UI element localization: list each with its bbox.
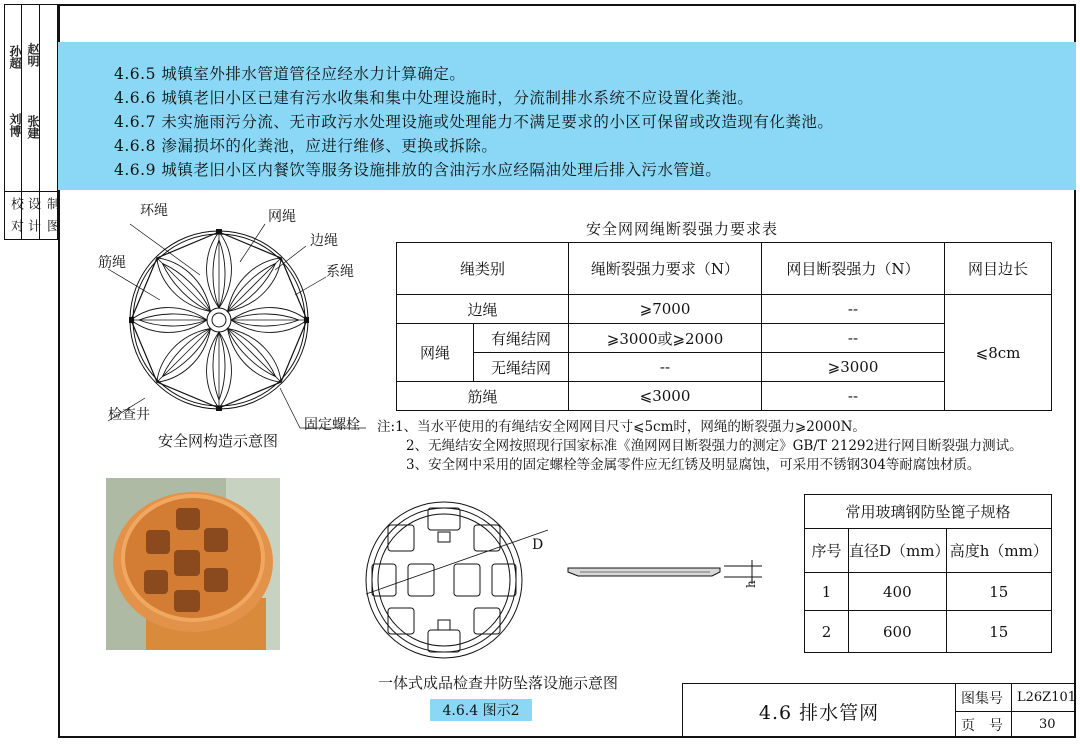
- page-label: 页 号: [961, 718, 1003, 734]
- strip-label-draw2: 图: [44, 219, 59, 232]
- spec-header-diameter: 直径D（mm）: [849, 529, 947, 573]
- header-rope-type: 绳类别: [397, 243, 569, 295]
- signature: 赵明: [26, 43, 40, 67]
- cell-edge-req: ⩾7000: [569, 295, 762, 324]
- requirement-line: 4.6.8 渗漏损坏的化粪池，应进行维修、更换或拆除。: [114, 137, 498, 155]
- spec-table: [804, 494, 1052, 653]
- figure-tag: 4.6.4 图示2: [430, 699, 532, 721]
- note-item: 3、安全网中采用的固定螺栓等金属零件应无红锈及明显腐蚀，可采用不锈钢304等耐腐蚀材质。: [406, 457, 981, 473]
- header-rope-strength: 绳断裂强力要求（N）: [569, 243, 762, 295]
- spec-header-no: 序号: [805, 529, 849, 573]
- cell-mesh-size: ⩽8cm: [945, 295, 1052, 411]
- signature: 刘博: [8, 113, 22, 137]
- label-tie-rope: 系绳: [326, 264, 354, 280]
- cell-rib-name: 筋绳: [397, 382, 569, 411]
- spec-table-title: 常用玻璃钢防坠篦子规格: [805, 495, 1052, 529]
- label-rib-rope: 筋绳: [98, 255, 126, 271]
- spec-cell: 600: [849, 611, 947, 653]
- net-diagram-caption: 安全网构造示意图: [158, 432, 279, 450]
- label-net-rope: 网绳: [268, 209, 296, 225]
- strength-table: [396, 242, 1052, 411]
- atlas-number: L26Z101: [1017, 690, 1077, 705]
- strip-label-draw: 制: [44, 197, 59, 210]
- spec-header-height: 高度h（mm）: [946, 529, 1051, 573]
- requirements-banner: [58, 42, 1076, 190]
- cell-rib-req: ⩽3000: [569, 382, 762, 411]
- dimension-d-label: D: [532, 537, 544, 553]
- spec-cell: 400: [849, 573, 947, 611]
- label-manhole: 检查井: [108, 407, 150, 423]
- spec-cell: 1: [805, 573, 849, 611]
- requirement-line: 4.6.5 城镇室外排水管道管径应经水力计算确定。: [114, 65, 466, 83]
- strip-label-design: 设: [25, 197, 40, 210]
- grate-photo: [106, 478, 280, 650]
- label-edge-rope: 边绳: [310, 233, 338, 249]
- cell-knotted-name: 有绳结网: [474, 324, 569, 353]
- strip-label-check2: 对: [8, 219, 23, 232]
- cell-net-name: 网绳: [397, 324, 474, 382]
- requirement-line: 4.6.9 城镇老旧小区内餐饮等服务设施排放的含油污水应经隔油处理后排入污水管道。: [114, 161, 722, 179]
- signature: 张建: [26, 115, 40, 139]
- strength-table-title: 安全网网绳断裂强力要求表: [586, 220, 779, 238]
- cell-knotless-req: --: [569, 353, 762, 382]
- title-block: [682, 683, 1075, 738]
- requirement-line: 4.6.7 未实施雨污分流、无市政污水处理设施或处理能力不满足要求的小区可保留或改造现有化粪池。: [114, 113, 834, 131]
- header-mesh-strength: 网目断裂强力（N）: [762, 243, 945, 295]
- spec-cell: 15: [946, 573, 1051, 611]
- cell-edge-name: 边绳: [397, 295, 569, 324]
- label-ring-rope: 环绳: [140, 203, 168, 219]
- notes: [377, 418, 1023, 475]
- signature: 孙超: [8, 45, 22, 69]
- section-title: 4.6 排水管网: [683, 684, 956, 738]
- notes-prefix: 注:: [377, 419, 396, 435]
- requirement-line: 4.6.6 城镇老旧小区已建有污水收集和集中处理设施时，分流制排水系统不应设置化粪池。: [114, 89, 754, 107]
- strip-label-check: 校: [8, 197, 23, 210]
- cell-knotless-mesh: ⩾3000: [762, 353, 945, 382]
- grate-caption: 一体式成品检查井防坠落设施示意图: [378, 674, 619, 692]
- strip-label-design2: 计: [25, 219, 40, 232]
- dimension-h-label: h: [744, 580, 758, 588]
- side-signature-strip: [4, 4, 58, 240]
- note-item: 1、当水平使用的有绳结安全网网目尺寸⩽5cm时，网绳的断裂强力⩾2000N。: [395, 419, 866, 435]
- cell-knotless-name: 无绳结网: [474, 353, 569, 382]
- note-item: 2、无绳结安全网按照现行国家标准《渔网网目断裂强力的测定》GB/T 21292进行网目断裂强力测试。: [406, 438, 1023, 454]
- cell-knotted-req: ⩾3000或⩾2000: [569, 324, 762, 353]
- spec-cell: 2: [805, 611, 849, 653]
- cell-edge-mesh: --: [762, 295, 945, 324]
- cell-rib-mesh: --: [762, 382, 945, 411]
- spec-cell: 15: [946, 611, 1051, 653]
- cell-knotted-mesh: --: [762, 324, 945, 353]
- page-number: 30: [1039, 717, 1056, 732]
- label-bolt: 固定螺栓: [304, 417, 360, 433]
- atlas-label: 图集号: [961, 691, 1003, 707]
- header-mesh-size: 网目边长: [945, 243, 1052, 295]
